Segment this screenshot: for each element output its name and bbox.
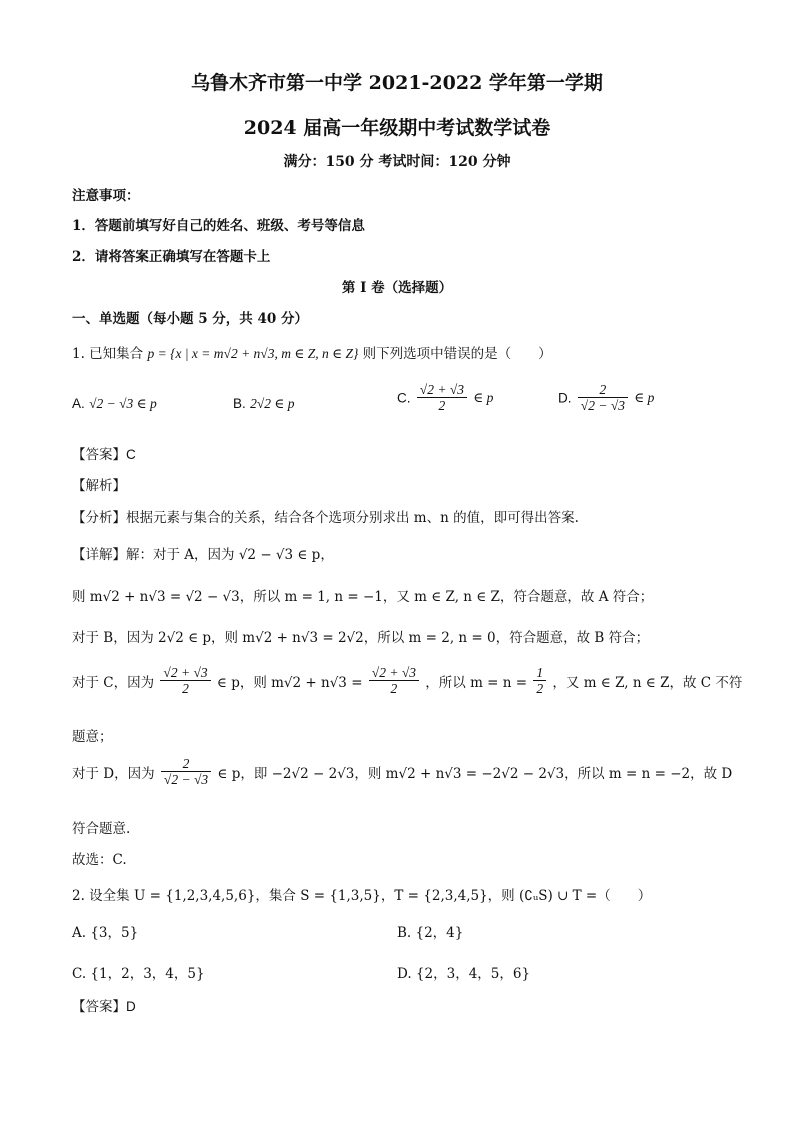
q1-analysis-tag: 【解析】 [72, 478, 126, 493]
q2-option-d: D. {2，3，4，5，6} [397, 966, 531, 982]
fenxi-text: 根据元素与集合的关系，结合各个选项分别求出 m、n 的值，即可得出答案. [126, 510, 579, 526]
notes-item-1: 1．答题前填写好自己的姓名、班级、考号等信息 [72, 218, 365, 234]
detail-c-pre: 对于 C，因为 [72, 675, 155, 692]
q1-detail-c [72, 666, 742, 696]
option-label: C. [397, 390, 411, 406]
fraction [578, 383, 628, 413]
denominator: 2 [417, 397, 467, 413]
answer-value: D [126, 999, 136, 1014]
numerator: √2 + √3 [419, 382, 464, 397]
q2-answer [72, 995, 136, 1015]
q1-detail-b: 对于 B，因为 2√2 ∈ p，则 m√2 + n√3 = 2√2，所以 m = 2, n = 0，符合题意，故 B 符合； [72, 630, 650, 646]
answer-value: C [126, 447, 136, 462]
fraction [161, 757, 211, 787]
detail-d-tail: ∈ p，即 −2√2 − 2√3，则 m√2 + n√3 = −2√2 − 2√3，所以 m = n = −2，故 D [217, 766, 733, 783]
notes-item-2: 2．请将答案正确填写在答题卡上 [72, 249, 271, 265]
q1-stem-suffix: 则下列选项中错误的是（ ） [362, 346, 552, 362]
detail-c-mid1: ∈ p，则 m√2 + n√3 = [216, 675, 363, 692]
answer-tag: 【答案】 [72, 999, 126, 1014]
fraction [160, 666, 210, 696]
numerator: √2 + √3 [371, 665, 416, 680]
q1-option-c [397, 383, 493, 413]
detail-c-mid2: ，所以 m = n = [425, 675, 528, 692]
part-title: 第 I 卷（选择题） [341, 280, 453, 296]
q1-conclusion: 故选：C. [72, 852, 127, 868]
q1-option-a [72, 396, 157, 412]
fraction [369, 666, 419, 696]
numerator: 2 [599, 382, 607, 397]
option-tail: ∈ p [473, 390, 494, 406]
q1-detail-a2: 则 m√2 + n√3 = √2 − √3，所以 m = 1, n = −1，又 m ∈ Z, n ∈ Z，符合题意，故 A 符合； [72, 589, 654, 605]
q1-stem [72, 342, 552, 362]
notes-heading: 注意事项： [72, 188, 140, 204]
numerator: 2 [182, 756, 190, 771]
denominator: 2 [369, 680, 419, 696]
q2-stem: 2. 设全集 U = {1,2,3,4,5,6}，集合 S = {1,3,5}，T = {2,3,4,5}，则 (∁ᵤS) ∪ T =（ ） [72, 888, 652, 904]
option-text: 2√2 ∈ p [250, 396, 295, 411]
numerator: 1 [536, 665, 544, 680]
question-type-title: 一、单选题（每小题 5 分，共 40 分） [72, 311, 308, 327]
option-label: A. [72, 396, 85, 411]
fraction [533, 666, 546, 696]
q1-answer [72, 443, 136, 463]
exam-title-line2: 2024 届高一年级期中考试数学试卷 [243, 117, 551, 139]
option-label: B. [233, 396, 246, 411]
q1-option-d [558, 383, 654, 413]
detail-d-pre: 对于 D，因为 [72, 766, 155, 783]
detail-text: 解：对于 A，因为 √2 − √3 ∈ p， [126, 547, 334, 563]
q2-option-a: A. {3，5} [72, 925, 139, 941]
q2-option-b: B. {2，4} [397, 925, 464, 941]
detail-c-tail: ，又 m ∈ Z, n ∈ Z，故 C 不符 [552, 675, 743, 692]
option-text: √2 − √3 ∈ p [89, 396, 157, 411]
detail-tag: 【详解】 [72, 547, 126, 562]
denominator: √2 − √3 [161, 771, 211, 787]
q1-option-b [233, 396, 294, 412]
exam-title-line1: 乌鲁木齐市第一中学 2021-2022 学年第一学期 [191, 72, 603, 94]
denominator: 2 [160, 680, 210, 696]
q1-set-definition: p = {x | x = m√2 + n√3, m ∈ Z, n ∈ Z} [147, 346, 359, 361]
q2-option-c: C. {1，2，3，4，5} [72, 966, 205, 982]
q1-stem-prefix: 1. 已知集合 [72, 346, 144, 362]
option-tail: ∈ p [634, 390, 655, 406]
fraction [417, 383, 467, 413]
q1-detail-d-end: 符合题意. [72, 821, 131, 837]
denominator: √2 − √3 [578, 397, 628, 413]
q1-detail-c-end: 题意； [72, 729, 113, 745]
denominator: 2 [533, 680, 546, 696]
fenxi-tag: 【分析】 [72, 510, 126, 525]
q1-detail-d [72, 757, 732, 787]
q1-fenxi [72, 506, 579, 526]
q1-detail-a [72, 543, 334, 563]
answer-tag: 【答案】 [72, 447, 126, 462]
numerator: √2 + √3 [163, 665, 208, 680]
option-label: D. [558, 390, 572, 406]
score-and-time: 满分：150 分 考试时间：120 分钟 [283, 154, 511, 170]
